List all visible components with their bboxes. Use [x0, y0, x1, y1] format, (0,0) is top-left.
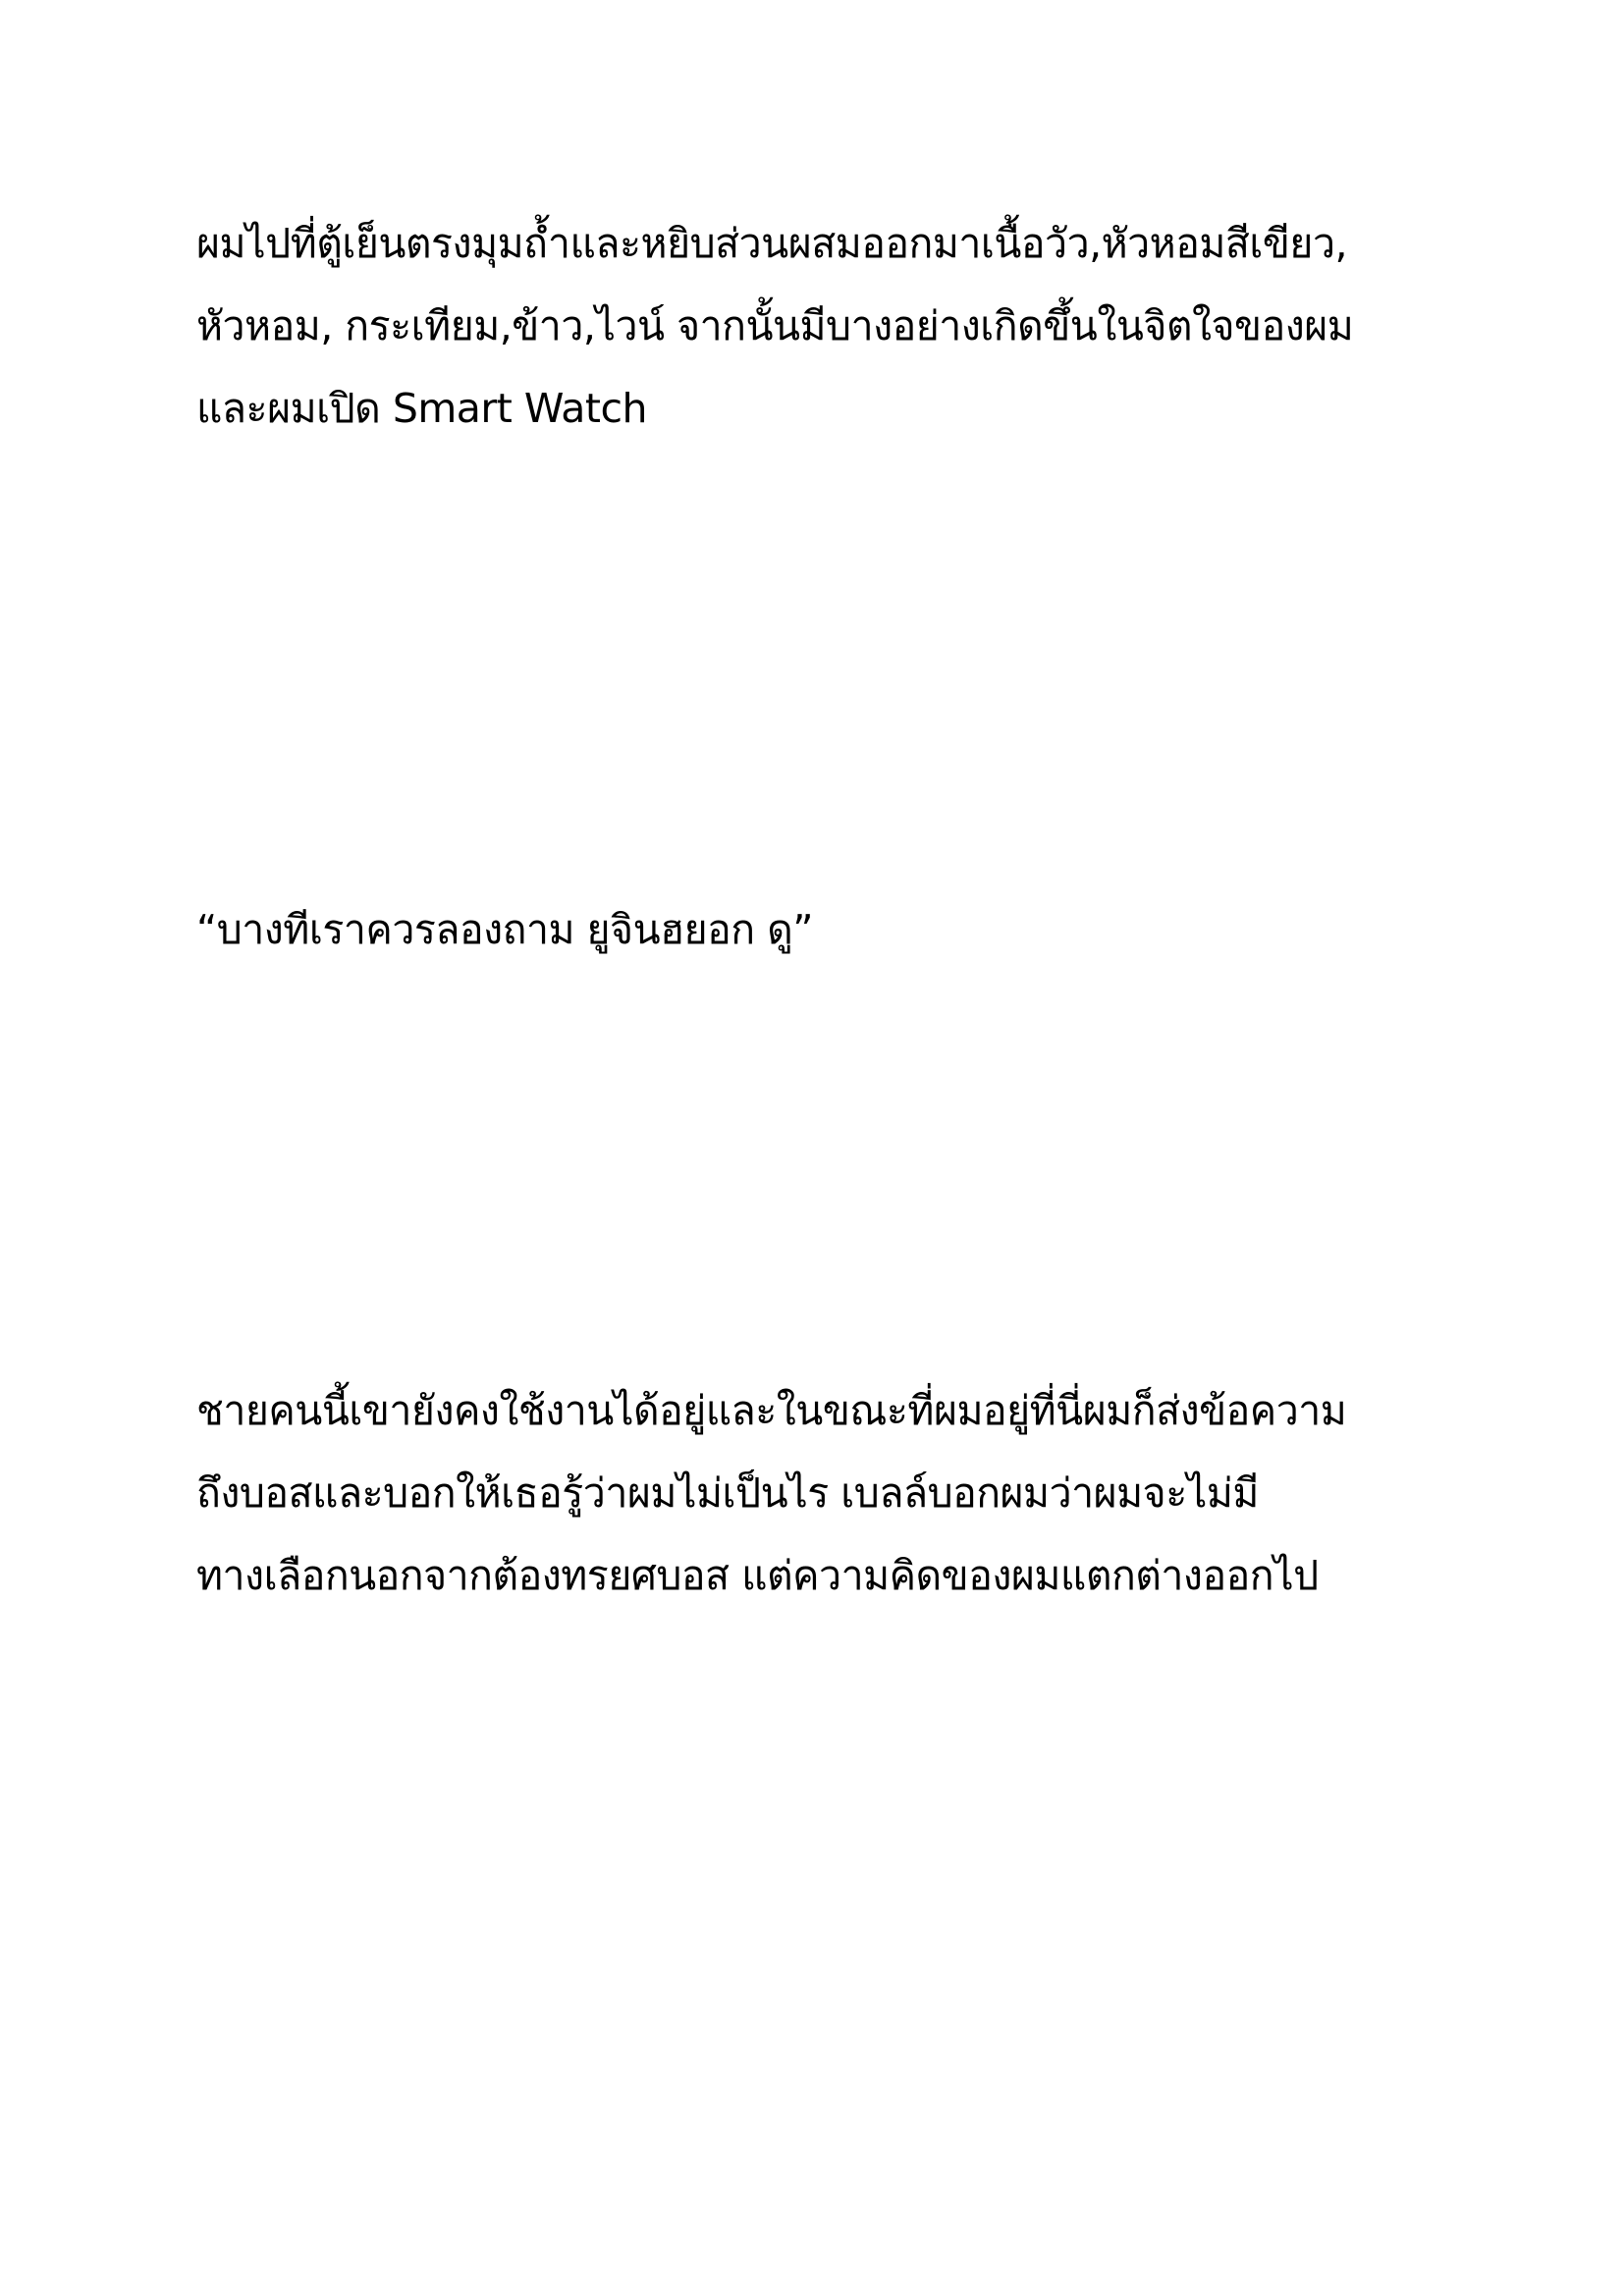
- paragraph-line: ถึงบอสและบอกให้เธอรู้ว่าผมไม่เป็นไร เบลล์บอกผมว่าผมจะไม่มี: [196, 1469, 1259, 1517]
- paragraph-line: หัวหอม, กระเทียม,ข้าว,ไวน์ จากนั้นมีบางอย่างเกิดขึ้นในจิตใจของผม: [196, 302, 1354, 349]
- paragraph-line: และผมเปิด Smart Watch: [196, 385, 648, 432]
- paragraph-line: “บางทีเราควรลองถาม ยูจินฮยอก ดู”: [196, 906, 814, 953]
- paragraph-2-quote: [196, 888, 1473, 971]
- paragraph-3: [196, 1369, 1473, 1617]
- paragraph-line: ทางเลือกนอกจากต้องทรยศบอส แต่ความคิดของผมแตกต่างออกไป: [196, 1552, 1319, 1599]
- paragraph-line: ผมไปที่ตู้เย็นตรงมุมถ้ำและหยิบส่วนผสมออกมาเนื้อวัว,หัวหอมสีเขียว,: [196, 220, 1348, 267]
- paragraph-1: [196, 202, 1473, 450]
- paragraph-line: ชายคนนี้เขายังคงใช้งานได้อยู่และในขณะที่ผมอยู่ที่นี่ผมก็ส่งข้อความ: [196, 1387, 1347, 1434]
